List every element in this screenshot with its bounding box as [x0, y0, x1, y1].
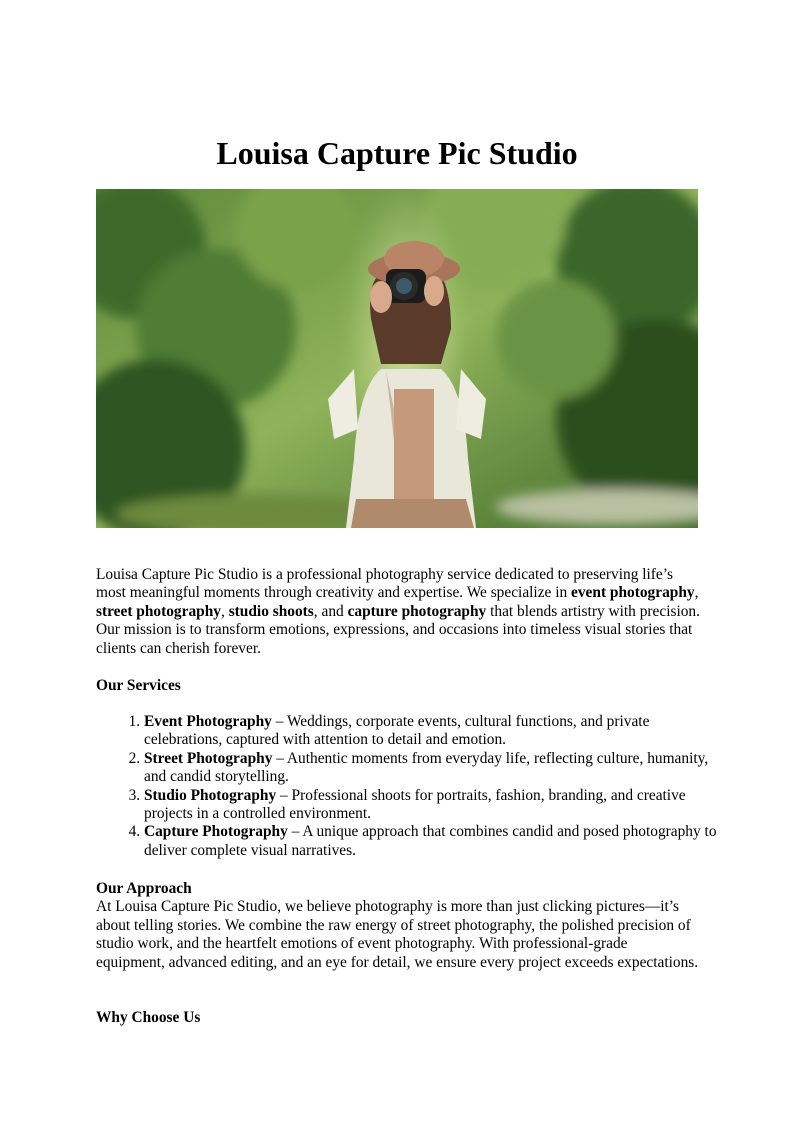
service-name: Capture Photography: [144, 823, 288, 841]
service-item-street: [144, 750, 724, 787]
intro-bold-street: street photography: [96, 602, 221, 620]
intro-bold-event: event photography: [571, 584, 695, 602]
intro-paragraph: [96, 566, 700, 658]
service-description: – Weddings, corporate events, cultural functions, and private celebrations, captured with attention to detail and emotion.: [144, 713, 650, 749]
intro-text-4: , and: [313, 602, 348, 620]
intro-bold-capture: capture photography: [347, 602, 487, 620]
service-description: – Authentic moments from everyday life, reflecting culture, humanity, and candid storytelling.: [144, 749, 709, 786]
services-list: [96, 713, 724, 860]
intro-text-3: ,: [220, 602, 229, 620]
intro-text-2: ,: [694, 584, 699, 602]
services-heading: Our Services: [96, 677, 181, 694]
page-title: Louisa Capture Pic Studio: [216, 135, 578, 171]
approach-text: At Louisa Capture Pic Studio, we believe photography is more than just clicking pictures—it’s about telling stories. We combine the raw energy of street photography, the polished precision of studio work, and the heartfelt emotions of event photography. With professional-grade equipment, advanced editing, and an eye for detail, we ensure every project exceeds expectations.: [96, 898, 699, 971]
why-choose-us-heading: Why Choose Us: [96, 1009, 201, 1026]
service-item-event: [144, 713, 724, 750]
intro-text-5: that blends artistry with precision. Our mission is to transform emotions, expressions, and occasions into timeless visual stories that clients can cherish forever.: [96, 602, 700, 657]
service-description: – A unique approach that combines candid and posed photography to deliver complete visual narratives.: [144, 823, 717, 859]
photographer-image: [96, 189, 698, 528]
service-description: – Professional shoots for portraits, fashion, branding, and creative projects in a controlled environment.: [144, 786, 686, 823]
service-name: Studio Photography: [144, 786, 277, 804]
hero-photo: [96, 189, 698, 528]
service-name: Street Photography: [144, 749, 273, 767]
service-name: Event Photography: [144, 713, 272, 730]
intro-text-1: Louisa Capture Pic Studio is a professional photography service dedicated to preserving life’s most meaningful moments through creativity and expertise. We specialize in: [96, 566, 674, 602]
approach-heading: Our Approach: [96, 880, 192, 897]
service-item-capture: [144, 823, 724, 860]
service-item-studio: [144, 787, 724, 824]
approach-section: [96, 880, 700, 972]
intro-bold-studio: studio shoots: [228, 602, 314, 620]
